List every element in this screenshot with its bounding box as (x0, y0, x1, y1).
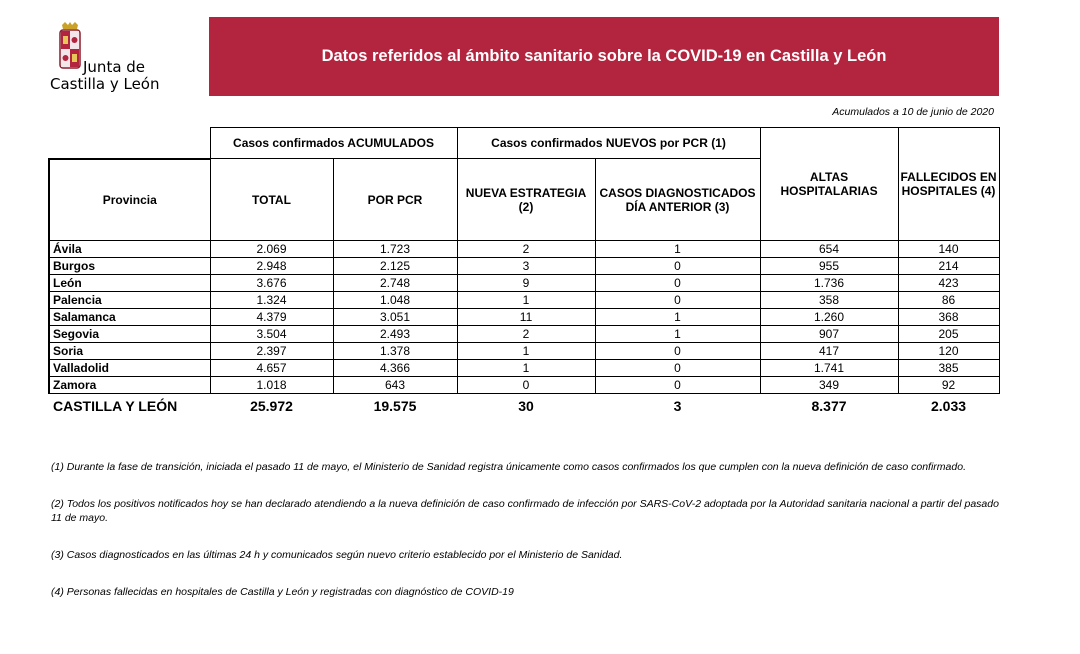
cell-provincia: Burgos (49, 258, 210, 275)
cell-provincia: León (49, 275, 210, 292)
empty-corner (49, 128, 210, 159)
cell-casos-diagnosticados: 1 (595, 241, 760, 258)
table-row (49, 292, 999, 309)
cell-casos-diagnosticados: 0 (595, 343, 760, 360)
cell-provincia: Salamanca (49, 309, 210, 326)
cell-nueva-estrategia: 1 (457, 360, 595, 377)
cell-altas: 1.260 (760, 309, 898, 326)
cell-nueva-estrategia: 3 (457, 258, 595, 275)
total-cell-casos-diagnosticados: 3 (673, 397, 682, 414)
cell-por-pcr: 643 (333, 377, 457, 394)
covid-data-table (48, 127, 1000, 418)
col-header-altas: ALTAS HOSPITALARIAS (760, 128, 898, 241)
date-note: Acumulados a 10 de junio de 2020 (832, 106, 994, 118)
table-row (49, 258, 999, 275)
cell-total: 1.324 (210, 292, 333, 309)
col-header-fallecidos: FALLECIDOS EN HOSPITALES (4) (898, 128, 999, 241)
cell-casos-diagnosticados: 1 (595, 309, 760, 326)
cell-casos-diagnosticados: 1 (595, 326, 760, 343)
cell-provincia: Ávila (49, 241, 210, 258)
col-header-total: TOTAL (210, 159, 333, 241)
cell-casos-diagnosticados: 0 (595, 258, 760, 275)
cell-total: 3.504 (210, 326, 333, 343)
cell-nueva-estrategia: 11 (457, 309, 595, 326)
org-name-line2: Castilla y León (50, 75, 160, 93)
coat-of-arms-icon (58, 22, 82, 72)
col-header-por-pcr: POR PCR (333, 159, 457, 241)
cell-provincia: Palencia (49, 292, 210, 309)
cell-casos-diagnosticados: 0 (595, 275, 760, 292)
cell-fallecidos: 368 (898, 309, 999, 326)
cell-altas: 1.736 (760, 275, 898, 292)
total-cell-provincia: CASTILLA Y LEÓN (53, 397, 178, 414)
cell-nueva-estrategia: 2 (457, 326, 595, 343)
group-header-nuevos: Casos confirmados NUEVOS por PCR (1) (457, 128, 760, 159)
cell-nueva-estrategia: 1 (457, 292, 595, 309)
footnote-2: (2) Todos los positivos notificados hoy se han declarado atendiendo a la nueva definición de caso confirmado de infección por SARS-CoV-2 adoptada por la Autoridad sanitaria nacional a partir del pasado 11 de mayo. (51, 498, 999, 524)
cell-altas: 955 (760, 258, 898, 275)
cell-total: 2.069 (210, 241, 333, 258)
cell-por-pcr: 3.051 (333, 309, 457, 326)
total-cell-por-pcr: 19.575 (373, 397, 417, 414)
cell-fallecidos: 214 (898, 258, 999, 275)
cell-fallecidos: 92 (898, 377, 999, 394)
page-title: Datos referidos al ámbito sanitario sobre la COVID-19 en Castilla y León (321, 47, 887, 65)
cell-total: 4.379 (210, 309, 333, 326)
cell-altas: 358 (760, 292, 898, 309)
cell-total: 2.948 (210, 258, 333, 275)
table-row (49, 275, 999, 292)
cell-nueva-estrategia: 2 (457, 241, 595, 258)
cell-por-pcr: 2.748 (333, 275, 457, 292)
cell-casos-diagnosticados: 0 (595, 377, 760, 394)
cell-nueva-estrategia: 1 (457, 343, 595, 360)
table-row (49, 377, 999, 394)
cell-fallecidos: 86 (898, 292, 999, 309)
footnote-4: (4) Personas fallecidas en hospitales de Castilla y León y registradas con diagnóstico de COVID-19 (51, 586, 514, 598)
cell-fallecidos: 205 (898, 326, 999, 343)
org-name-line1: Junta de (83, 58, 146, 76)
table-row (49, 343, 999, 360)
cell-total: 2.397 (210, 343, 333, 360)
cell-por-pcr: 2.493 (333, 326, 457, 343)
cell-altas: 1.741 (760, 360, 898, 377)
cell-por-pcr: 1.378 (333, 343, 457, 360)
cell-provincia: Segovia (49, 326, 210, 343)
footnote-1: (1) Durante la fase de transición, iniciada el pasado 11 de mayo, el Ministerio de Sanidad registra únicamente como casos confirmados los que cumplen con la nueva definición de caso confirmado. (51, 461, 966, 473)
cell-por-pcr: 1.048 (333, 292, 457, 309)
cell-por-pcr: 4.366 (333, 360, 457, 377)
group-header-acumulados: Casos confirmados ACUMULADOS (210, 128, 457, 159)
cell-total: 3.676 (210, 275, 333, 292)
cell-fallecidos: 423 (898, 275, 999, 292)
cell-altas: 349 (760, 377, 898, 394)
table-row (49, 360, 999, 377)
cell-fallecidos: 385 (898, 360, 999, 377)
table-row (49, 326, 999, 343)
cell-casos-diagnosticados: 0 (595, 360, 760, 377)
cell-provincia: Zamora (49, 377, 210, 394)
cell-altas: 417 (760, 343, 898, 360)
cell-fallecidos: 120 (898, 343, 999, 360)
cell-fallecidos: 140 (898, 241, 999, 258)
cell-total: 1.018 (210, 377, 333, 394)
title-banner (209, 17, 999, 96)
total-cell-fallecidos: 2.033 (930, 397, 967, 414)
cell-casos-diagnosticados: 0 (595, 292, 760, 309)
cell-nueva-estrategia: 9 (457, 275, 595, 292)
table-row (49, 241, 999, 258)
col-header-provincia: Provincia (49, 159, 210, 241)
total-cell-altas: 8.377 (811, 397, 847, 414)
cell-por-pcr: 2.125 (333, 258, 457, 275)
cell-por-pcr: 1.723 (333, 241, 457, 258)
total-cell-total: 25.972 (250, 397, 293, 414)
cell-altas: 907 (760, 326, 898, 343)
cell-provincia: Soria (49, 343, 210, 360)
junta-logo (50, 22, 180, 92)
col-header-nueva-estrategia: NUEVA ESTRATEGIA (2) (457, 159, 595, 241)
cell-total: 4.657 (210, 360, 333, 377)
table-row (49, 309, 999, 326)
cell-provincia: Valladolid (49, 360, 210, 377)
cell-altas: 654 (760, 241, 898, 258)
cell-nueva-estrategia: 0 (457, 377, 595, 394)
total-row (49, 394, 999, 418)
total-cell-nueva-estrategia: 30 (518, 397, 534, 414)
footnote-3: (3) Casos diagnosticados en las últimas 24 h y comunicados según nuevo criterio establecido por el Ministerio de Sanidad. (51, 549, 623, 561)
footnotes (51, 460, 1001, 622)
col-header-casos-diagnosticados: CASOS DIAGNOSTICADOS DÍA ANTERIOR (3) (595, 159, 760, 241)
